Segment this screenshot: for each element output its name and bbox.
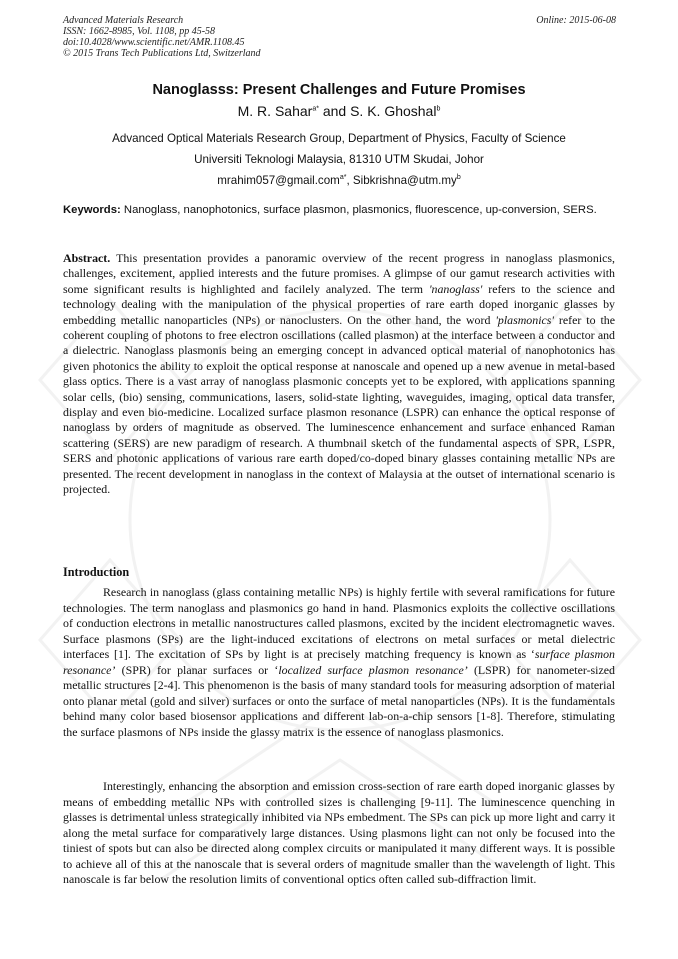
intro-paragraph: Interestingly, enhancing the absorption and emission cross-section of rare earth doped inorganic glasses by means of embedding metallic NPs with controlled sizes is challenging [9-11]. The luminescence quenching in glasses is detrimental unless strategically inhibited via NPs embedment. The SPs can pick up more light and carry it along the metal surface for comparatively large distances. Using plasmons light can not only be focused into the tiniest of spots but can also be directed along complex circuits or manipulated it many different ways. It is possible to achieve all of this at the nanoscale that is several orders of magnitude smaller than the wavelength of light. This nanoscale is far below the resolution limits of conventional optics often called sub-diffraction limit. bbox=[63, 779, 615, 886]
journal-copyright: © 2015 Trans Tech Publications Ltd, Switzerland bbox=[63, 48, 261, 59]
abstract-block bbox=[63, 251, 615, 498]
email-address[interactable]: Sibkrishna@utm.my bbox=[352, 174, 457, 187]
affiliation-line: Advanced Optical Materials Research Group, Department of Physics, Faculty of Science bbox=[112, 132, 566, 145]
email-address[interactable]: mrahim057@gmail.com bbox=[217, 174, 340, 187]
author-conjunction: and bbox=[318, 103, 351, 119]
section-heading-introduction: Introduction bbox=[63, 565, 130, 579]
abstract-term: 'nanoglass' bbox=[428, 281, 483, 296]
author-line bbox=[63, 103, 615, 119]
intro-term: localized surface plasmon resonance’ bbox=[278, 662, 468, 677]
keywords-text: Nanoglass, nanophotonics, surface plasmon, plasmonics, fluorescence, up-conversion, SERS. bbox=[123, 204, 597, 216]
intro-term: surface plasmon resonance’ bbox=[63, 647, 615, 677]
email-line bbox=[63, 174, 615, 187]
online-date: Online: 2015-06-08 bbox=[536, 15, 616, 26]
journal-doi: doi:10.4028/www.scientific.net/AMR.1108.45 bbox=[63, 37, 245, 48]
abstract-text: refers to the science and technology dealing with the manipulation of the physical properties of rare earth doped inorganic glasses by embedding metallic nanoparticles (NPs) or nanoclusters. On the other hand, the word bbox=[63, 281, 615, 327]
affiliation-line: Universiti Teknologi Malaysia, 81310 UTM Skudai, Johor bbox=[194, 153, 484, 166]
intro-text: (SPR) for planar surfaces or ‘ bbox=[115, 662, 279, 677]
author-superscript: a* bbox=[312, 105, 319, 113]
abstract-text: refer to the coherent coupling of photons to free electron oscillations (called plasmon) at the interface between a conductor and a dielectric. Nanoglass plasmonis being an emerging concept in advanced optical material of nanophotonics has given photonics the ability to exploit the optical response at nanoscale and opened up a new avenue in metal-based glass optics. There is a vast array of nanoglass plasmonic concepts yet to be explored, with applications spanning solar cells, (bio) sensing, communications, lasers, solid-state lighting, waveguides, imaging, optical data transfer, display and even bio-medicine. Localized surface plasmon resonance (LSPR) can enhance the optical response of nanoglass by orders of magnitude as observed. The luminescence enhancement and surface enhanced Raman scattering (SERS) are new paradigm of research. A thumbnail sketch of the fundamental aspects of SPR, LSPR, SERS and photonic applications of various rare earth doped/co-doped binary glasses containing metallic NPs are presented. The recent development in nanoglass in the context of Malaysia at the outset of international scenario is projected. bbox=[63, 312, 615, 497]
author-name: M. R. Sahar bbox=[237, 103, 313, 119]
author-name: S. K. Ghoshal bbox=[350, 103, 437, 119]
intro-text: Research in nanoglass (glass containing metallic NPs) is highly fertile with several ramifications for future technologies. The term nanoglass and plasmonics go hand in hand. Plasmonics exploits the collective oscillations of conduction electrons in metallic nanostructures called plasmons, excited by the incident electromagnetic waves. Surface plasmons (SPs) are the light-induced excitations of electrons on metal surfaces or metal dielectric interfaces [1]. The excitation of SPs by light is at precisely matching frequency is known as ‘ bbox=[63, 585, 615, 661]
email-separator: , bbox=[346, 174, 353, 187]
keywords-label: Keywords: bbox=[63, 204, 121, 216]
email-superscript: b bbox=[456, 174, 461, 182]
journal-issn: ISSN: 1662-8985, Vol. 1108, pp 45-58 bbox=[63, 26, 216, 37]
abstract-label: Abstract. bbox=[63, 251, 111, 265]
journal-header bbox=[63, 15, 261, 59]
keywords-block bbox=[63, 204, 615, 218]
journal-name: Advanced Materials Research bbox=[63, 15, 184, 26]
author-superscript: b bbox=[436, 105, 441, 113]
abstract-term: 'plasmonics' bbox=[495, 312, 554, 327]
paper-title: Nanoglasss: Present Challenges and Future Promises bbox=[152, 82, 526, 98]
email-superscript: a* bbox=[339, 174, 347, 182]
intro-text: (LSPR) for nanometer-sized metallic structures [2-4]. This phenomenon is the basis of many standard tools for measuring adsorption of material onto planar metal (gold and silver) surfaces or onto the surface of metal nanoparticles (NPs). It is the fundamentals behind many color based biosensor applications and different lab-on-a-chip sensors [1-8]. Therefore, stimulating the surface plasmons of NPs inside the glassy matrix is the essence of nanoglass plasmonics. bbox=[63, 662, 615, 739]
intro-paragraph bbox=[63, 585, 615, 740]
abstract-text: This presentation provides a panoramic overview of the recent progress in nanoglass plasmonics, challenges, excitement, applied interests and the future promises. A glimpse of our gamut research activities with some significant results is highlighted and facilely analyzed. The term bbox=[63, 251, 615, 296]
